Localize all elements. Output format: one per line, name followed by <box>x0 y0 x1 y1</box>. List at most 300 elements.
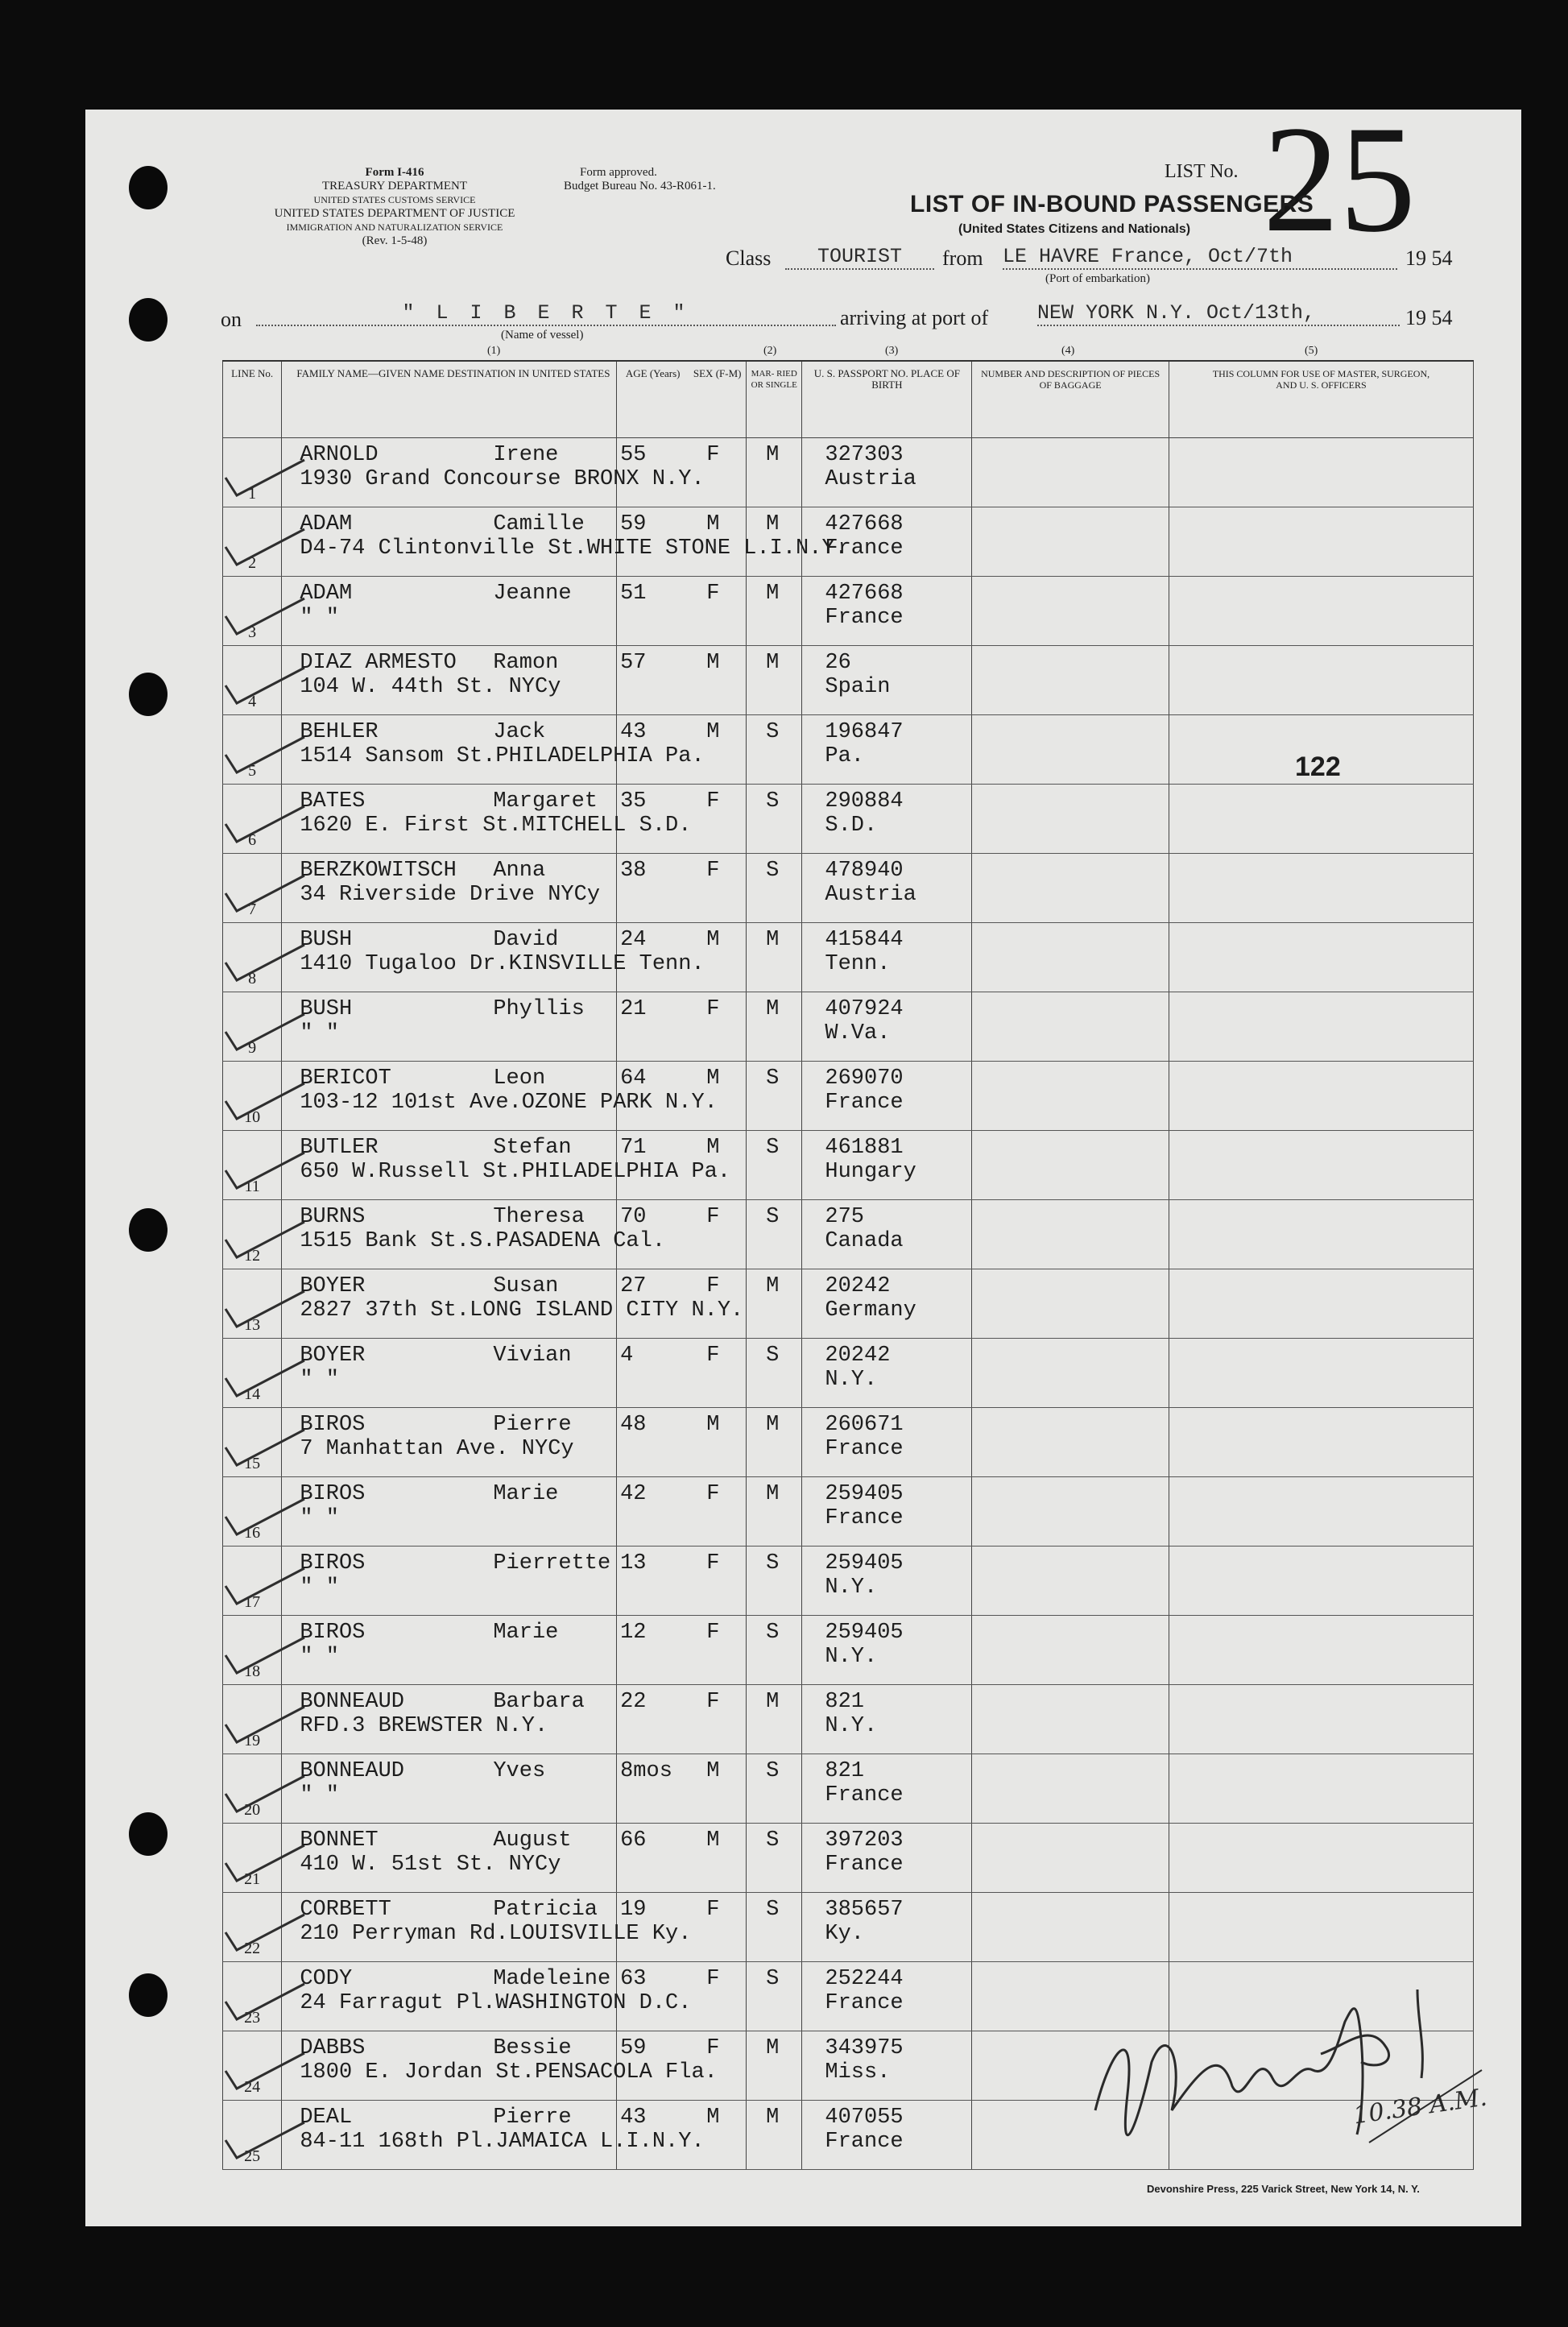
table-body <box>223 438 1474 2170</box>
passport-number: 397203 <box>825 1828 904 1853</box>
cell-marital <box>747 1824 802 1893</box>
list-number: 25 <box>1263 95 1416 264</box>
age: 70 <box>620 1205 647 1229</box>
passport-number: 290884 <box>825 789 904 814</box>
cell-marital <box>747 1754 802 1824</box>
cell-officers <box>1169 992 1473 1062</box>
marital-status: S <box>766 1344 780 1368</box>
cell-baggage <box>972 992 1169 1062</box>
line-number: 25 <box>244 2147 261 2165</box>
cell-marital <box>747 646 802 715</box>
table-row <box>223 1547 1474 1616</box>
cell-age <box>617 1477 689 1547</box>
cell-baggage <box>972 854 1169 923</box>
cell-marital <box>747 1269 802 1339</box>
passport-number: 260671 <box>825 1413 904 1437</box>
family-name: ADAM <box>300 512 353 536</box>
cell-name <box>282 1269 744 1339</box>
marital-status: S <box>766 1205 780 1229</box>
cell-passport <box>802 1062 972 1131</box>
passport-number: 327303 <box>825 443 904 467</box>
place-of-birth: N.Y. <box>825 1368 878 1392</box>
marital-status: M <box>766 997 780 1021</box>
justice-dept: UNITED STATES DEPARTMENT OF JUSTICE <box>274 207 515 220</box>
cell-sex <box>689 2031 746 2101</box>
cell-passport <box>802 1685 972 1754</box>
table-row <box>223 1131 1474 1200</box>
passport-number: 427668 <box>825 582 904 606</box>
cell-marital <box>747 1547 802 1616</box>
sex: F <box>706 1551 720 1575</box>
age: 43 <box>620 720 647 744</box>
cell-sex <box>689 923 746 992</box>
list-no-label: LIST No. <box>1165 161 1239 182</box>
given-name: Barbara <box>493 1690 585 1714</box>
place-of-birth: Hungary <box>825 1160 916 1184</box>
destination: " " <box>300 1368 339 1392</box>
cell-sex <box>689 1616 746 1685</box>
marital-status: S <box>766 1621 780 1645</box>
cell-line-no <box>223 1339 282 1408</box>
passport-number: 415844 <box>825 928 904 952</box>
marital-status: M <box>766 1413 780 1437</box>
cell-age <box>617 1062 689 1131</box>
line-number: 23 <box>244 2009 261 2027</box>
table-row <box>223 854 1474 923</box>
table-row <box>223 438 1474 507</box>
age: 43 <box>620 2105 647 2130</box>
cell-line-no <box>223 1477 282 1547</box>
line-number: 7 <box>248 901 257 918</box>
line-number: 11 <box>244 1178 260 1195</box>
arriving-label: arriving at port of <box>840 306 989 329</box>
sex: F <box>706 789 720 814</box>
col-line-no: LINE No. <box>223 361 282 438</box>
family-name: BIROS <box>300 1621 366 1645</box>
table-row <box>223 1062 1474 1131</box>
family-name: ARNOLD <box>300 443 379 467</box>
family-name: BIROS <box>300 1482 366 1506</box>
age: 13 <box>620 1551 647 1575</box>
destination: 650 W.Russell St.PHILADELPHIA Pa. <box>300 1160 731 1184</box>
class-field: TOURIST <box>785 245 934 270</box>
sex: M <box>706 2105 720 2130</box>
sex: F <box>706 1344 720 1368</box>
family-name: BEHLER <box>300 720 379 744</box>
age: 35 <box>620 789 647 814</box>
passport-number: 478940 <box>825 859 904 883</box>
cell-name <box>282 577 617 646</box>
cell-passport <box>802 438 972 507</box>
page-subtitle: (United States Citizens and Nationals) <box>958 222 1191 236</box>
marital-status: S <box>766 1898 780 1922</box>
col-sex: SEX (F-M) <box>689 361 746 438</box>
form-approved: Form approved. <box>580 166 657 179</box>
cell-baggage <box>972 1824 1169 1893</box>
punch-hole <box>129 298 168 342</box>
sex: M <box>706 1136 720 1160</box>
place-of-birth: Miss. <box>825 2060 891 2085</box>
cell-name <box>282 1547 617 1616</box>
cell-baggage <box>972 1616 1169 1685</box>
signature-scribble <box>1079 1973 1498 2159</box>
cell-sex <box>689 1547 746 1616</box>
family-name: BUSH <box>300 997 353 1021</box>
cell-officers <box>1169 577 1473 646</box>
cell-baggage <box>972 438 1169 507</box>
sex: M <box>706 651 720 675</box>
given-name: Theresa <box>493 1205 585 1229</box>
passport-number: 275 <box>825 1205 864 1229</box>
given-name: Susan <box>493 1274 559 1298</box>
given-name: Jack <box>493 720 546 744</box>
cell-name <box>282 646 617 715</box>
passport-number: 196847 <box>825 720 904 744</box>
given-name: Pierrette <box>493 1551 611 1575</box>
treasury-dept: TREASURY DEPARTMENT <box>321 180 468 193</box>
destination: " " <box>300 1783 339 1807</box>
destination: 2827 37th St.LONG ISLAND CITY N.Y. <box>300 1298 744 1323</box>
cell-line-no <box>223 577 282 646</box>
cell-line-no <box>223 1131 282 1200</box>
marital-status: S <box>766 1136 780 1160</box>
line-number: 5 <box>248 762 257 780</box>
cell-marital <box>747 507 802 577</box>
destination: 410 W. 51st St. NYCy <box>300 1853 561 1877</box>
cell-marital <box>747 923 802 992</box>
marital-status: M <box>766 2105 780 2130</box>
line-number: 15 <box>244 1455 261 1472</box>
cell-officers <box>1169 1893 1473 1962</box>
place-of-birth: N.Y. <box>825 1575 878 1600</box>
cell-marital <box>747 992 802 1062</box>
cell-baggage <box>972 1547 1169 1616</box>
year-2: 19 54 <box>1405 306 1453 329</box>
age: 27 <box>620 1274 647 1298</box>
table-row <box>223 923 1474 992</box>
destination: " " <box>300 606 339 630</box>
line-number: 22 <box>244 1940 261 1957</box>
cell-officers <box>1169 1547 1473 1616</box>
given-name: Leon <box>493 1066 546 1091</box>
cell-passport <box>802 992 972 1062</box>
cell-baggage <box>972 646 1169 715</box>
cell-sex <box>689 1062 746 1131</box>
cell-line-no <box>223 1200 282 1269</box>
inspector-time: 10.38 A.M. <box>1351 2083 1489 2130</box>
cell-sex <box>689 1824 746 1893</box>
table-row <box>223 1408 1474 1477</box>
cell-passport <box>802 1962 972 2031</box>
marital-status: S <box>766 1828 780 1853</box>
marital-status: M <box>766 512 780 536</box>
col-married: MAR- RIED OR SINGLE <box>747 361 802 438</box>
age: 24 <box>620 928 647 952</box>
table-row <box>223 715 1474 785</box>
place-of-birth: S.D. <box>825 814 878 838</box>
cell-marital <box>747 1685 802 1754</box>
family-name: DABBS <box>300 2036 366 2060</box>
cell-marital <box>747 1062 802 1131</box>
line-number: 4 <box>248 693 257 710</box>
cell-passport <box>802 854 972 923</box>
col-num-4: (4) <box>1061 345 1075 357</box>
sex: F <box>706 1205 720 1229</box>
cell-baggage <box>972 715 1169 785</box>
cell-line-no <box>223 923 282 992</box>
place-of-birth: France <box>825 1437 904 1461</box>
sex: F <box>706 1967 720 1991</box>
passport-number: 407055 <box>825 2105 904 2130</box>
age: 42 <box>620 1482 647 1506</box>
punch-hole <box>129 166 168 209</box>
table-row <box>223 785 1474 854</box>
punch-hole <box>129 1812 168 1856</box>
cell-passport <box>802 577 972 646</box>
marital-status: M <box>766 1482 780 1506</box>
officer-note: 122 <box>1295 752 1341 782</box>
destination: 1930 Grand Concourse BRONX N.Y. <box>300 467 705 491</box>
passport-number: 821 <box>825 1759 864 1783</box>
cell-age <box>617 1339 689 1408</box>
line-number: 20 <box>244 1801 261 1819</box>
on-label: on <box>221 308 242 331</box>
table-row <box>223 507 1474 577</box>
col-num-2: (2) <box>763 345 777 357</box>
cell-age <box>617 715 689 785</box>
cell-officers <box>1169 1824 1473 1893</box>
age: 21 <box>620 997 647 1021</box>
line-number: 2 <box>248 554 257 572</box>
sex: M <box>706 1759 720 1783</box>
family-name: BIROS <box>300 1551 366 1575</box>
line-number: 16 <box>244 1524 261 1542</box>
cell-sex <box>689 785 746 854</box>
family-name: BONNEAUD <box>300 1759 404 1783</box>
cell-sex <box>689 1408 746 1477</box>
family-name: BUSH <box>300 928 353 952</box>
place-of-birth: Tenn. <box>825 952 891 976</box>
family-name: BERICOT <box>300 1066 391 1091</box>
given-name: Madeleine <box>493 1967 611 1991</box>
line-number: 18 <box>244 1662 261 1680</box>
line-number: 14 <box>244 1385 261 1403</box>
age: 63 <box>620 1967 647 1991</box>
cell-sex <box>689 854 746 923</box>
cell-officers <box>1169 1754 1473 1824</box>
cell-marital <box>747 1893 802 1962</box>
marital-status: M <box>766 1274 780 1298</box>
age: 48 <box>620 1413 647 1437</box>
marital-status: S <box>766 1066 780 1091</box>
cell-name <box>282 992 617 1062</box>
cell-baggage <box>972 785 1169 854</box>
cell-baggage <box>972 1131 1169 1200</box>
cell-line-no <box>223 1616 282 1685</box>
cell-line-no <box>223 715 282 785</box>
destination: 1514 Sansom St.PHILADELPHIA Pa. <box>300 744 705 768</box>
cell-passport <box>802 1616 972 1685</box>
cell-age <box>617 438 689 507</box>
destination: 7 Manhattan Ave. NYCy <box>300 1437 574 1461</box>
place-of-birth: W.Va. <box>825 1021 891 1045</box>
table-row <box>223 646 1474 715</box>
cell-baggage <box>972 923 1169 992</box>
cell-age <box>617 1685 689 1754</box>
arriving-field: NEW YORK N.Y. Oct/13th, <box>1037 301 1400 326</box>
line-number: 19 <box>244 1732 261 1749</box>
place-of-birth: Canada <box>825 1229 904 1253</box>
cell-sex <box>689 2101 746 2170</box>
line-number: 3 <box>248 623 257 641</box>
given-name: Yves <box>493 1759 546 1783</box>
age: 55 <box>620 443 647 467</box>
table-row <box>223 1200 1474 1269</box>
table-row <box>223 1477 1474 1547</box>
budget-bureau: Budget Bureau No. 43-R061-1. <box>564 180 716 193</box>
destination: 104 W. 44th St. NYCy <box>300 675 561 699</box>
place-of-birth: Austria <box>825 883 916 907</box>
cell-passport <box>802 785 972 854</box>
cell-sex <box>689 1685 746 1754</box>
sex: M <box>706 720 720 744</box>
agency-block <box>209 166 580 248</box>
age: 19 <box>620 1898 647 1922</box>
cell-age <box>617 1616 689 1685</box>
family-name: BIROS <box>300 1413 366 1437</box>
sex: F <box>706 1690 720 1714</box>
cell-officers <box>1169 1131 1473 1200</box>
cell-marital <box>747 2031 802 2101</box>
cell-age <box>617 854 689 923</box>
passport-number: 20242 <box>825 1344 891 1368</box>
cell-marital <box>747 1477 802 1547</box>
marital-status: S <box>766 720 780 744</box>
place-of-birth: Pa. <box>825 744 864 768</box>
sex: F <box>706 1482 720 1506</box>
given-name: Stefan <box>493 1136 572 1160</box>
punch-hole <box>129 673 168 716</box>
destination: D4-74 Clintonville St.WHITE STONE L.I.N.Y. <box>300 536 848 561</box>
cell-marital <box>747 1616 802 1685</box>
cell-officers <box>1169 1339 1473 1408</box>
cell-passport <box>802 1339 972 1408</box>
form-number: Form I-416 <box>365 166 424 179</box>
destination: " " <box>300 1575 339 1600</box>
table-row <box>223 992 1474 1062</box>
sex: F <box>706 997 720 1021</box>
col-num-1: (1) <box>487 345 501 357</box>
cell-name <box>282 1477 617 1547</box>
col-age: AGE (Years) <box>617 361 689 438</box>
given-name: Pierre <box>493 1413 572 1437</box>
cell-marital <box>747 1408 802 1477</box>
place-of-birth: Germany <box>825 1298 916 1323</box>
place-of-birth: N.Y. <box>825 1645 878 1669</box>
line-number: 17 <box>244 1593 261 1611</box>
cell-name <box>282 1685 617 1754</box>
line-number: 21 <box>244 1870 261 1888</box>
given-name: Anna <box>493 859 546 883</box>
passport-number: 269070 <box>825 1066 904 1091</box>
sex: F <box>706 443 720 467</box>
cell-baggage <box>972 1062 1169 1131</box>
cell-officers <box>1169 646 1473 715</box>
cell-sex <box>689 438 746 507</box>
cell-line-no <box>223 1962 282 2031</box>
destination: 34 Riverside Drive NYCy <box>300 883 601 907</box>
place-of-birth: Ky. <box>825 1922 864 1946</box>
place-of-birth: France <box>825 536 904 561</box>
cell-passport <box>802 1408 972 1477</box>
family-name: BURNS <box>300 1205 366 1229</box>
age: 4 <box>620 1344 634 1368</box>
line-number: 6 <box>248 831 257 849</box>
table-header-row <box>223 361 1474 438</box>
sex: F <box>706 1274 720 1298</box>
col-passport: U. S. PASSPORT NO. PLACE OF BIRTH <box>802 361 972 438</box>
cell-passport <box>802 715 972 785</box>
cell-age <box>617 785 689 854</box>
place-of-birth: Spain <box>825 675 891 699</box>
cell-sex <box>689 1131 746 1200</box>
place-of-birth: Austria <box>825 467 916 491</box>
marital-status: S <box>766 789 780 814</box>
cell-line-no <box>223 2101 282 2170</box>
cell-age <box>617 1200 689 1269</box>
passenger-table <box>222 360 1474 2170</box>
cell-sex <box>689 1339 746 1408</box>
cell-line-no <box>223 785 282 854</box>
cell-passport <box>802 646 972 715</box>
destination: " " <box>300 1645 339 1669</box>
cell-marital <box>747 577 802 646</box>
passport-number: 26 <box>825 651 851 675</box>
age: 12 <box>620 1621 647 1645</box>
cell-sex <box>689 646 746 715</box>
punch-hole <box>129 1208 168 1252</box>
marital-status: S <box>766 859 780 883</box>
from-field: LE HAVRE France, Oct/7th <box>1003 245 1397 270</box>
age: 8mos <box>620 1759 672 1783</box>
cell-passport <box>802 2101 972 2170</box>
destination: 84-11 168th Pl.JAMAICA L.I.N.Y. <box>300 2130 705 2154</box>
cell-name <box>282 1408 617 1477</box>
cell-age <box>617 577 689 646</box>
cell-baggage <box>972 1408 1169 1477</box>
cell-baggage <box>972 1200 1169 1269</box>
cell-passport <box>802 1200 972 1269</box>
cell-age <box>617 1269 689 1339</box>
family-name: BONNEAUD <box>300 1690 404 1714</box>
table-row <box>223 577 1474 646</box>
given-name: Irene <box>493 443 559 467</box>
family-name: BOYER <box>300 1344 366 1368</box>
cell-line-no <box>223 2031 282 2101</box>
family-name: BERZKOWITSCH <box>300 859 457 883</box>
cell-line-no <box>223 992 282 1062</box>
vessel-field: " L I B E R T E " <box>256 301 836 326</box>
inspector-signature <box>1079 1973 1498 2159</box>
cell-line-no <box>223 1408 282 1477</box>
passport-number: 259405 <box>825 1621 904 1645</box>
age: 64 <box>620 1066 647 1091</box>
line-number: 9 <box>248 1039 257 1057</box>
cell-passport <box>802 2031 972 2101</box>
age: 57 <box>620 651 647 675</box>
cell-officers <box>1169 1616 1473 1685</box>
passport-number: 407924 <box>825 997 904 1021</box>
